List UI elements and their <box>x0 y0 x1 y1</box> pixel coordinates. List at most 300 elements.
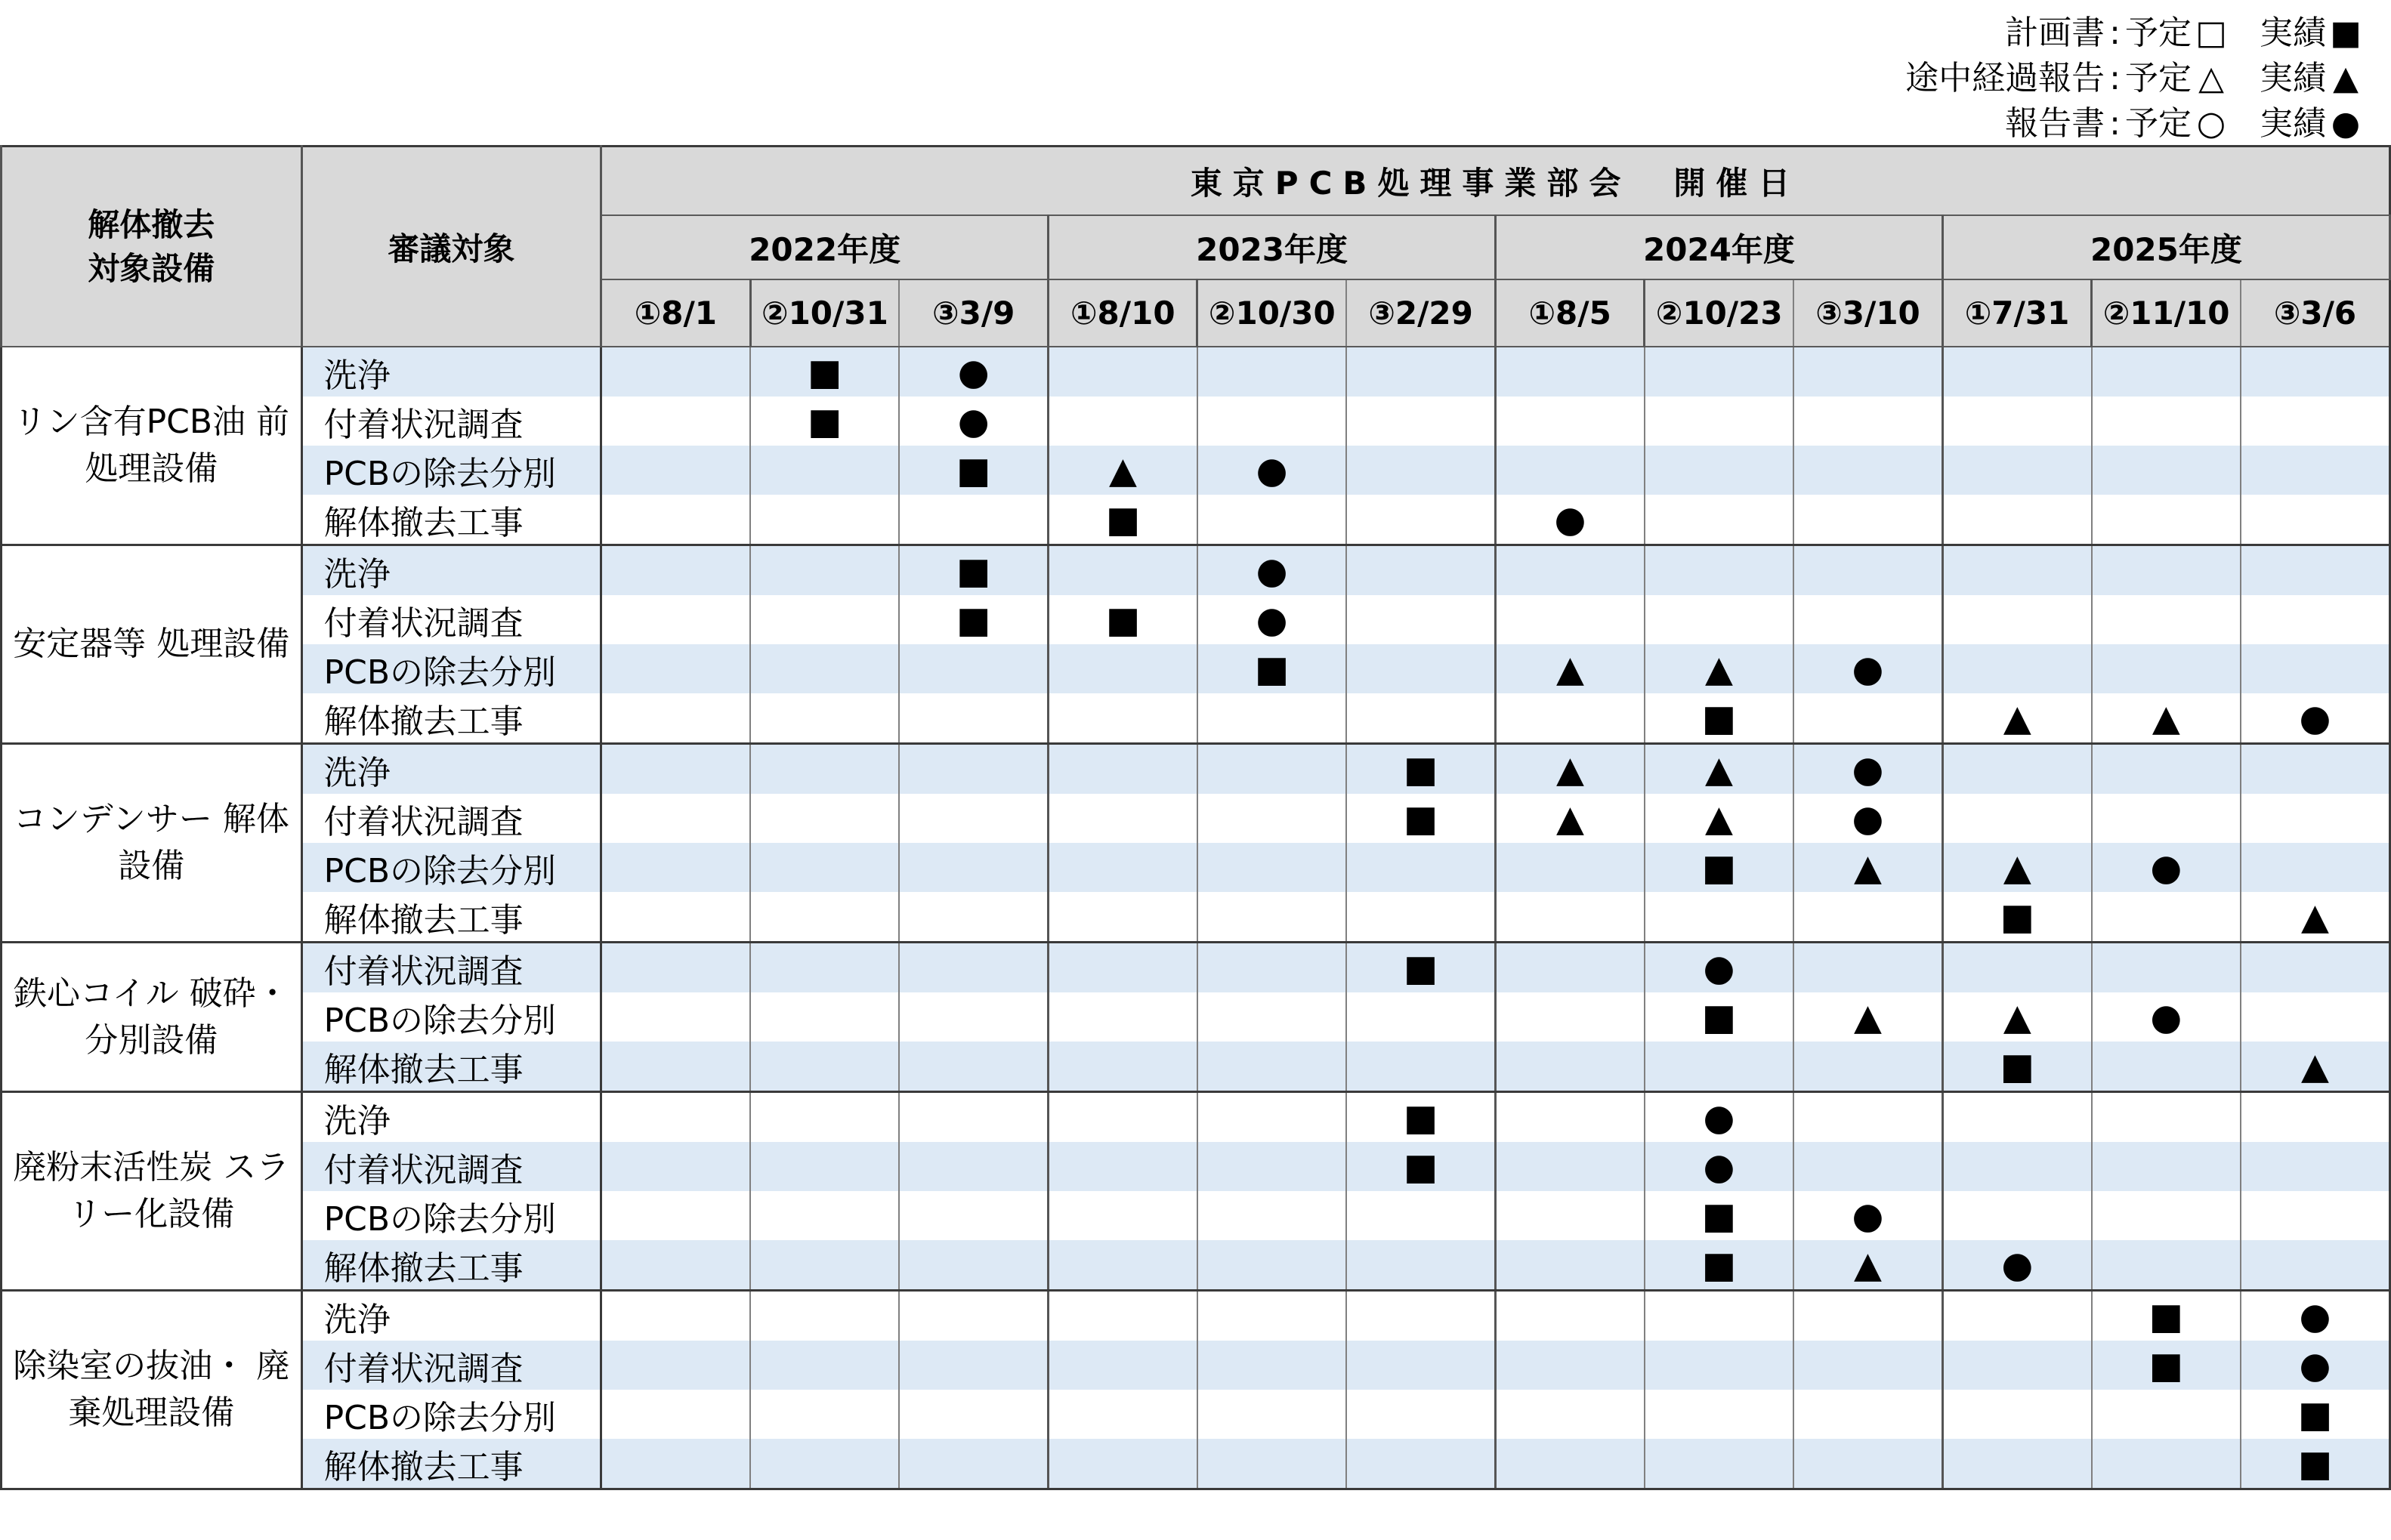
schedule-cell <box>1496 446 1645 495</box>
mark-triangle-icon: ▲ <box>1555 797 1584 840</box>
schedule-cell <box>1049 1390 1197 1439</box>
legend-separator: : <box>2109 14 2121 52</box>
schedule-cell <box>1197 1390 1346 1439</box>
header-session-date: ③2/29 <box>1346 279 1495 347</box>
legend-separator: : <box>2109 59 2121 97</box>
schedule-cell <box>1496 1240 1645 1291</box>
mark-circle-icon: ● <box>2001 1243 2034 1286</box>
table-row <box>2 1341 2390 1390</box>
schedule-cell <box>2092 843 2241 892</box>
schedule-cell <box>899 446 1048 495</box>
table-row <box>2 1390 2390 1439</box>
schedule-cell <box>1346 644 1495 693</box>
schedule-cell <box>601 1092 750 1143</box>
mark-triangle-icon: ▲ <box>2003 696 2031 739</box>
table-row <box>2 693 2390 744</box>
schedule-cell <box>2241 347 2390 397</box>
schedule-cell <box>1496 1341 1645 1390</box>
schedule-cell <box>899 595 1048 644</box>
schedule-cell <box>1346 595 1495 644</box>
mark-square-icon: ■ <box>1403 1145 1438 1188</box>
subject-item: 洗浄 <box>301 545 601 596</box>
schedule-cell <box>1793 1092 1942 1143</box>
mark-square-icon: ■ <box>2149 1295 2184 1338</box>
schedule-cell <box>1942 693 2091 744</box>
schedule-cell <box>899 397 1048 446</box>
mark-circle-icon: ● <box>1852 797 1884 840</box>
schedule-cell <box>2241 446 2390 495</box>
mark-circle-icon: ● <box>1852 1194 1884 1237</box>
legend-row-plan-document <box>1905 11 2365 56</box>
schedule-cell <box>1346 1439 1495 1489</box>
schedule-cell <box>899 1341 1048 1390</box>
schedule-cell <box>1942 1291 2091 1341</box>
legend-plan-symbol: ○ <box>2196 104 2226 143</box>
facility-name: 安定器等 処理設備 <box>2 545 302 744</box>
schedule-cell <box>1793 1042 1942 1092</box>
schedule-cell <box>1645 595 1793 644</box>
schedule-cell <box>1645 693 1793 744</box>
schedule-cell <box>1942 1191 2091 1240</box>
schedule-cell <box>2241 1191 2390 1240</box>
schedule-cell <box>2241 1390 2390 1439</box>
schedule-cell <box>1645 347 1793 397</box>
legend-actual-symbol: ● <box>2331 104 2361 143</box>
subject-item: PCBの除去分別 <box>301 1390 601 1439</box>
schedule-cell <box>1049 1341 1197 1390</box>
table-row <box>2 1092 2390 1143</box>
schedule-cell <box>1793 794 1942 843</box>
schedule-cell <box>1496 595 1645 644</box>
header-session-date: ②10/31 <box>750 279 899 347</box>
schedule-cell <box>1496 693 1645 744</box>
schedule-cell <box>750 1240 899 1291</box>
schedule-cell <box>1197 1341 1346 1390</box>
schedule-cell <box>750 943 899 993</box>
schedule-cell <box>2241 595 2390 644</box>
schedule-cell <box>899 1092 1048 1143</box>
schedule-cell <box>1197 1042 1346 1092</box>
schedule-cell <box>1346 892 1495 943</box>
schedule-cell <box>601 1042 750 1092</box>
legend-actual-label: 実績 <box>2260 104 2326 143</box>
schedule-cell <box>1942 943 2091 993</box>
mark-square-icon: ■ <box>1701 1194 1737 1237</box>
schedule-cell <box>1496 744 1645 795</box>
schedule-cell <box>2092 794 2241 843</box>
schedule-cell <box>1346 1042 1495 1092</box>
subject-item: 付着状況調査 <box>301 1341 601 1390</box>
schedule-cell <box>2092 1042 2241 1092</box>
schedule-cell <box>1346 397 1495 446</box>
header-session-date: ①7/31 <box>1942 279 2091 347</box>
schedule-cell <box>1496 1191 1645 1240</box>
schedule-cell <box>1793 843 1942 892</box>
table-row <box>2 992 2390 1042</box>
schedule-cell <box>2092 1390 2241 1439</box>
schedule-cell <box>899 495 1048 545</box>
schedule-cell <box>750 892 899 943</box>
schedule-cell <box>2092 1341 2241 1390</box>
schedule-cell <box>1346 1291 1495 1341</box>
facility-name: 鉄心コイル 破砕・分別設備 <box>2 943 302 1092</box>
schedule-cell <box>1942 892 2091 943</box>
legend-plan-label: 予定 <box>2125 14 2192 52</box>
mark-triangle-icon: ▲ <box>2301 895 2329 938</box>
mark-square-icon: ■ <box>807 400 842 443</box>
legend-plan-symbol: △ <box>2198 59 2224 97</box>
schedule-cell <box>1197 397 1346 446</box>
schedule-cell <box>899 644 1048 693</box>
mark-triangle-icon: ▲ <box>1704 748 1733 791</box>
schedule-cell <box>2241 1341 2390 1390</box>
schedule-cell <box>1942 644 2091 693</box>
schedule-cell <box>1645 1042 1793 1092</box>
schedule-cell <box>1496 1390 1645 1439</box>
table-body <box>2 347 2390 1489</box>
schedule-cell <box>1793 1142 1942 1191</box>
schedule-cell <box>1197 1191 1346 1240</box>
schedule-cell <box>1049 1042 1197 1092</box>
header-fiscal-year: 2024年度 <box>1496 215 1943 279</box>
schedule-cell <box>899 1042 1048 1092</box>
legend-actual-label: 実績 <box>2260 59 2326 97</box>
subject-item: PCBの除去分別 <box>301 446 601 495</box>
subject-item: 付着状況調査 <box>301 595 601 644</box>
schedule-cell <box>601 1240 750 1291</box>
schedule-cell <box>601 943 750 993</box>
mark-circle-icon: ● <box>1852 647 1884 690</box>
schedule-cell <box>1346 545 1495 596</box>
mark-square-icon: ■ <box>956 549 991 592</box>
mark-square-icon: ■ <box>956 449 991 492</box>
header-meeting-dates-title: 東京PCB処理事業部会 開催日 <box>601 147 2390 216</box>
schedule-cell <box>2241 1439 2390 1489</box>
schedule-cell <box>1197 943 1346 993</box>
schedule-cell <box>1197 693 1346 744</box>
schedule-cell <box>1346 1191 1495 1240</box>
schedule-cell <box>1942 446 2091 495</box>
legend-row-final-report <box>1905 101 2365 147</box>
schedule-cell <box>1049 693 1197 744</box>
schedule-cell <box>601 595 750 644</box>
schedule-cell <box>1346 744 1495 795</box>
legend-separator: : <box>2109 104 2121 143</box>
schedule-cell <box>750 992 899 1042</box>
mark-triangle-icon: ▲ <box>1109 449 1137 492</box>
subject-item: 洗浄 <box>301 347 601 397</box>
schedule-cell <box>750 744 899 795</box>
mark-circle-icon: ● <box>2299 1344 2331 1387</box>
header-session-date: ③3/9 <box>899 279 1048 347</box>
schedule-cell <box>1496 1092 1645 1143</box>
schedule-cell <box>601 495 750 545</box>
table-row <box>2 397 2390 446</box>
mark-square-icon: ■ <box>1701 846 1737 889</box>
schedule-cell <box>1496 397 1645 446</box>
mark-circle-icon: ● <box>2299 1295 2331 1338</box>
schedule-cell <box>1942 1240 2091 1291</box>
schedule-cell <box>1942 1092 2091 1143</box>
schedule-cell <box>2241 1042 2390 1092</box>
mark-square-icon: ■ <box>1403 1096 1438 1139</box>
table-row <box>2 644 2390 693</box>
legend-plan-symbol: □ <box>2195 14 2227 52</box>
schedule-cell <box>899 1240 1048 1291</box>
table-row <box>2 943 2390 993</box>
schedule-cell <box>899 892 1048 943</box>
schedule-cell <box>1197 347 1346 397</box>
header-fiscal-year: 2025年度 <box>1942 215 2389 279</box>
legend-plan-label: 予定 <box>2125 104 2192 143</box>
schedule-cell <box>2092 644 2241 693</box>
mark-square-icon: ■ <box>2000 1045 2034 1088</box>
subject-item: PCBの除去分別 <box>301 843 601 892</box>
schedule-cell <box>1496 644 1645 693</box>
mark-square-icon: ■ <box>1701 995 1737 1038</box>
subject-item: 洗浄 <box>301 744 601 795</box>
schedule-cell <box>1346 843 1495 892</box>
schedule-cell <box>601 1191 750 1240</box>
schedule-cell <box>899 843 1048 892</box>
table-row <box>2 744 2390 795</box>
subject-item: PCBの除去分別 <box>301 992 601 1042</box>
mark-triangle-icon: ▲ <box>2301 1045 2329 1088</box>
schedule-cell <box>750 1191 899 1240</box>
facility-name: リン含有PCB油 前処理設備 <box>2 347 302 545</box>
mark-square-icon: ■ <box>1403 946 1438 989</box>
schedule-cell <box>750 446 899 495</box>
schedule-cell <box>899 1390 1048 1439</box>
legend-actual-symbol: ■ <box>2330 14 2362 52</box>
schedule-cell <box>2241 1142 2390 1191</box>
schedule-cell <box>2092 1240 2241 1291</box>
schedule-cell <box>1793 992 1942 1042</box>
subject-item: 解体撤去工事 <box>301 1240 601 1291</box>
mark-circle-icon: ● <box>957 350 990 393</box>
legend-actual-label: 実績 <box>2260 14 2326 52</box>
schedule-cell <box>2092 446 2241 495</box>
schedule-cell <box>601 794 750 843</box>
schedule-cell <box>750 843 899 892</box>
schedule-cell <box>1049 545 1197 596</box>
table-row <box>2 1142 2390 1191</box>
subject-item: 付着状況調査 <box>301 1142 601 1191</box>
schedule-cell <box>1496 545 1645 596</box>
subject-item: 解体撤去工事 <box>301 495 601 545</box>
schedule-cell <box>1496 1142 1645 1191</box>
schedule-cell <box>1496 1291 1645 1341</box>
schedule-cell <box>1049 1291 1197 1341</box>
schedule-cell <box>1496 1042 1645 1092</box>
schedule-cell <box>1496 992 1645 1042</box>
schedule-cell <box>2092 1291 2241 1341</box>
schedule-cell <box>1793 446 1942 495</box>
mark-circle-icon: ● <box>1256 549 1288 592</box>
mark-circle-icon: ● <box>2299 696 2331 739</box>
schedule-cell <box>2092 347 2241 397</box>
schedule-cell <box>1793 943 1942 993</box>
subject-item: PCBの除去分別 <box>301 644 601 693</box>
schedule-cell <box>1645 892 1793 943</box>
schedule-cell <box>1346 446 1495 495</box>
schedule-cell <box>1346 347 1495 397</box>
schedule-cell <box>601 1341 750 1390</box>
schedule-cell <box>1942 1439 2091 1489</box>
schedule-cell <box>1942 1390 2091 1439</box>
header-session-date: ①8/5 <box>1496 279 1645 347</box>
schedule-cell <box>1942 794 2091 843</box>
schedule-cell <box>1346 1390 1495 1439</box>
schedule-cell <box>1049 794 1197 843</box>
facility-name: コンデンサー 解体設備 <box>2 744 302 943</box>
mark-triangle-icon: ▲ <box>1854 1243 1882 1286</box>
schedule-cell <box>899 1142 1048 1191</box>
schedule-cell <box>1496 892 1645 943</box>
schedule-cell <box>750 1390 899 1439</box>
table-row <box>2 595 2390 644</box>
schedule-cell <box>1645 545 1793 596</box>
schedule-cell <box>1645 843 1793 892</box>
schedule-cell <box>601 446 750 495</box>
header-fiscal-year: 2023年度 <box>1049 215 1496 279</box>
schedule-cell <box>601 892 750 943</box>
schedule-cell <box>1645 644 1793 693</box>
schedule-cell <box>2092 1092 2241 1143</box>
schedule-cell <box>1346 1341 1495 1390</box>
header-session-date: ②10/23 <box>1645 279 1793 347</box>
schedule-cell <box>2092 397 2241 446</box>
schedule-cell <box>1197 892 1346 943</box>
header-facility: 解体撤去 対象設備 <box>2 147 302 347</box>
mark-circle-icon: ● <box>1703 946 1735 989</box>
schedule-cell <box>2241 495 2390 545</box>
schedule-cell <box>1346 1142 1495 1191</box>
schedule-cell <box>601 1142 750 1191</box>
schedule-cell <box>2241 992 2390 1042</box>
schedule-cell <box>750 1439 899 1489</box>
schedule-cell <box>1049 943 1197 993</box>
schedule-cell <box>2092 1142 2241 1191</box>
table-row <box>2 1191 2390 1240</box>
schedule-cell <box>1645 495 1793 545</box>
schedule-cell <box>1049 397 1197 446</box>
schedule-cell <box>2092 595 2241 644</box>
schedule-cell <box>1942 1341 2091 1390</box>
schedule-cell <box>1197 843 1346 892</box>
subject-item: 洗浄 <box>301 1291 601 1341</box>
schedule-cell <box>1645 943 1793 993</box>
schedule-cell <box>1197 1439 1346 1489</box>
table-row <box>2 347 2390 397</box>
schedule-cell <box>1346 794 1495 843</box>
schedule-cell <box>750 545 899 596</box>
schedule-cell <box>2241 1092 2390 1143</box>
schedule-table <box>0 145 2391 1490</box>
schedule-cell <box>1197 1142 1346 1191</box>
table-row <box>2 843 2390 892</box>
schedule-cell <box>1197 495 1346 545</box>
schedule-cell <box>1942 495 2091 545</box>
mark-circle-icon: ● <box>1703 1096 1735 1139</box>
schedule-cell <box>1496 347 1645 397</box>
schedule-cell <box>601 644 750 693</box>
schedule-cell <box>1049 1092 1197 1143</box>
schedule-cell <box>1645 1142 1793 1191</box>
schedule-cell <box>1793 1439 1942 1489</box>
schedule-cell <box>899 744 1048 795</box>
schedule-cell <box>2092 693 2241 744</box>
header-session-date: ③3/10 <box>1793 279 1942 347</box>
schedule-cell <box>1197 992 1346 1042</box>
mark-square-icon: ■ <box>1701 1243 1737 1286</box>
mark-circle-icon: ● <box>1256 449 1288 492</box>
header-fiscal-year: 2022年度 <box>601 215 1049 279</box>
schedule-cell <box>1346 1240 1495 1291</box>
schedule-cell <box>601 992 750 1042</box>
subject-item: 洗浄 <box>301 1092 601 1143</box>
schedule-cell <box>1793 644 1942 693</box>
schedule-cell <box>1346 943 1495 993</box>
mark-circle-icon: ● <box>2150 846 2182 889</box>
schedule-cell <box>601 1439 750 1489</box>
schedule-cell <box>1346 992 1495 1042</box>
schedule-cell <box>1645 1439 1793 1489</box>
schedule-cell <box>1049 992 1197 1042</box>
schedule-cell <box>1645 1390 1793 1439</box>
table-row <box>2 446 2390 495</box>
subject-item: 付着状況調査 <box>301 943 601 993</box>
schedule-cell <box>1793 545 1942 596</box>
legend-plan-label: 予定 <box>2125 59 2192 97</box>
subject-item: 付着状況調査 <box>301 794 601 843</box>
schedule-cell <box>1793 1240 1942 1291</box>
header-session-date: ③3/6 <box>2241 279 2390 347</box>
schedule-cell <box>601 1390 750 1439</box>
schedule-cell <box>2092 495 2241 545</box>
schedule-cell <box>1496 943 1645 993</box>
mark-square-icon: ■ <box>807 350 842 393</box>
table-row <box>2 545 2390 596</box>
mark-square-icon: ■ <box>2149 1344 2184 1387</box>
schedule-cell <box>1346 1092 1495 1143</box>
schedule-cell <box>1793 1191 1942 1240</box>
schedule-cell <box>1793 693 1942 744</box>
schedule-cell <box>601 1291 750 1341</box>
schedule-cell <box>601 397 750 446</box>
table-row <box>2 1291 2390 1341</box>
schedule-cell <box>1793 892 1942 943</box>
schedule-cell <box>1049 744 1197 795</box>
schedule-cell <box>1645 1240 1793 1291</box>
schedule-cell <box>1049 1191 1197 1240</box>
schedule-cell <box>1496 1439 1645 1489</box>
schedule-cell <box>1197 744 1346 795</box>
schedule-cell <box>1793 397 1942 446</box>
schedule-cell <box>750 595 899 644</box>
schedule-cell <box>1645 397 1793 446</box>
schedule-cell <box>2241 1240 2390 1291</box>
subject-item: 解体撤去工事 <box>301 1439 601 1489</box>
schedule-cell <box>2241 644 2390 693</box>
table-row <box>2 1042 2390 1092</box>
header-session-date: ①8/10 <box>1049 279 1197 347</box>
schedule-cell <box>1049 1240 1197 1291</box>
schedule-cell <box>2241 943 2390 993</box>
schedule-cell <box>1346 693 1495 744</box>
schedule-cell <box>1793 744 1942 795</box>
schedule-cell <box>899 794 1048 843</box>
